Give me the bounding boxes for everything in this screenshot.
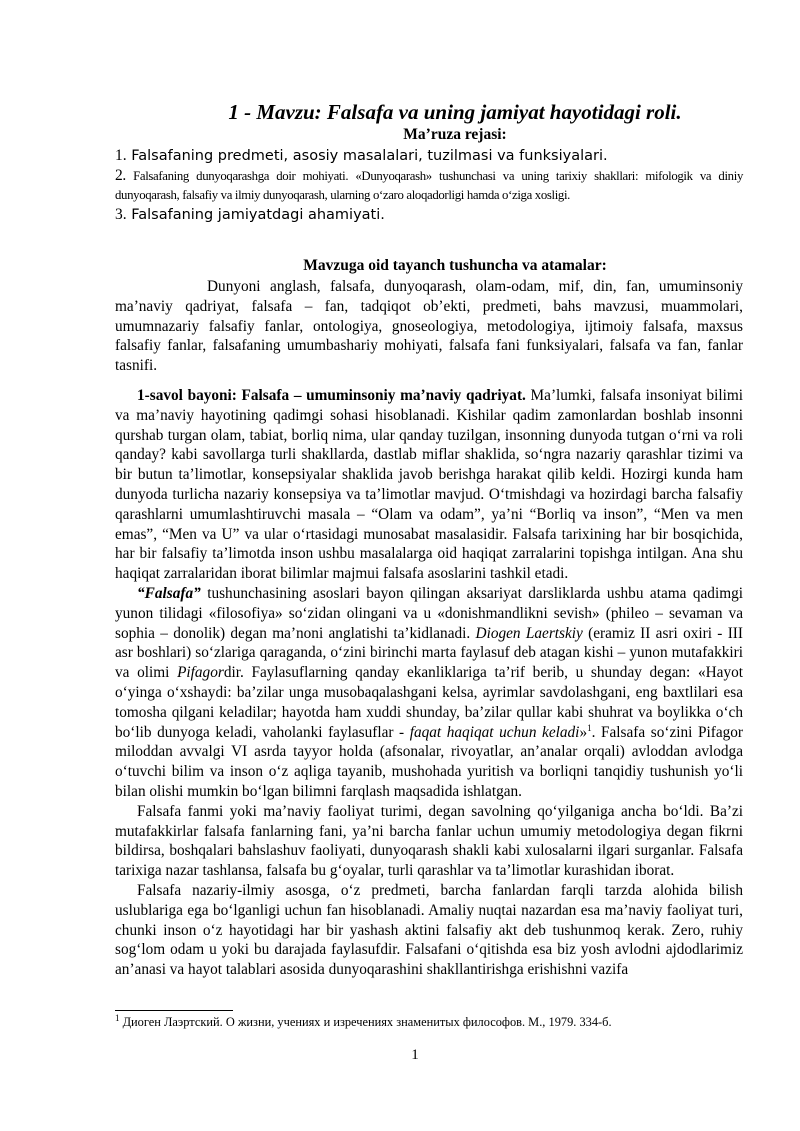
footnote-reference[interactable]: 1 [587, 722, 592, 733]
plan-item-3: 3. Falsafaning jamiyatdagi ahamiyati. [115, 206, 385, 223]
section-1-body [115, 386, 743, 980]
key-terms-text: Dunyoni anglash, falsafa, dunyoqarash, olam-odam, mif, din, fan, umuminsoniy ma’naviy qadriyat, falsafa – fan, tadqiqot ob’ekti, predmeti, bahs mavzusi, muammolari, umumnazariy falsafiy fanlar, ontologiya, gnoseologiya, metodologiya, ijtimoiy falsafa, maxsus falsafiy fanlar, falsafaning umumbashariy mohiyati, falsafa fani funksiyalari, falsafa va fan, fanlar tasnifi. [115, 278, 743, 375]
footnote-text: Диоген Лаэртский. О жизни, учениях и изречениях знаменитых философов. М., 1979. 334-б. [119, 1015, 612, 1029]
page-title: 1 - Mavzu: Falsafa va uning jamiyat hayotidagi roli. [228, 100, 682, 124]
paragraph-1: 1-savol bayoni: Falsafa – umuminsoniy ma’naviy qadriyat. Ma’lumki, falsafa insoniyat bilimi va ma’naviy hayotining qadimgi sohasi hisoblanadi. Kishilar qadim zamonlardan boshlab insonni qurshab turgan olam, tabiat, borliq nima, ular qanday tuzilgan, insonning dunyoda tutgan o‘rni va roli qanday? kabi savollarga turli shakllarda, dastlab miflar shaklida, so‘ngra nazariy qarashlar tizimi va bir butun ta’limotlar, konsepsiyalar shaklida javob berishga harakat qilib keldi. Hozirgi kunda ham dunyoda turlicha nazariy konsepsiya va ta’limotlar mavjud. O‘tmishdagi va hozirdagi barcha falsafiy qarashlarni umumlashtiruvchi masala – “Olam va odam”, ya’ni “Borliq va inson”, “Men va men emas”, “Men va U” va ular o‘rtasidagi munosabat masalasidir. Falsafa tarixining har bir bosqichida, har bir falsafiy ta’limotda inson ushbu masalalarga oid haqiqat zarralarini topishga intilgan. Ana shu haqiqat zarralaridan iborat bilimlar majmui falsafa asoslarini tashkil etadi. [115, 387, 743, 583]
lecture-plan-list [115, 146, 743, 225]
name-pifagor: Pifagor [177, 664, 224, 682]
term-falsafa: “Falsafa” [137, 584, 201, 602]
page-number: 1 [411, 1047, 419, 1063]
lecture-plan-heading: Ma’ruza rejasi: [403, 126, 507, 143]
key-terms-heading: Mavzuga oid tayanch tushuncha va atamalar: [303, 257, 607, 274]
footnote-divider [115, 1010, 233, 1011]
plan-item-1: 1. Falsafaning predmeti, asosiy masalalari, tuzilmasi va funksiyalari. [115, 147, 608, 164]
footnote [115, 1014, 743, 1030]
paragraph-4: Falsafa nazariy-ilmiy asosga, o‘z predmeti, barcha fanlardan farqli tarzda alohida bilish uslublariga ega bo‘lganligi uchun fan hisoblanadi. Amaliy nuqtai nazardan esa ma’naviy faoliyat turi, chunki inson o‘z hayotidagi har bir yashash aktini falsafiy akt deb tushunmoq kerak. Zero, ruhiy sog‘lom odam u yoki bu darajada faylasufdir. Falsafani o‘qitishda esa biz yosh avlodni ajdodlarimiz an’anasi va hayot talablari asosida dunyoqarashini shakllantirishga erishishni vazifa [115, 881, 743, 979]
section-1-heading: 1-savol bayoni: Falsafa – umuminsoniy ma’naviy qadriyat. [137, 387, 526, 404]
quote-emphasis: faqat haqiqat uchun keladi [409, 723, 580, 741]
paragraph-2: “Falsafa” tushunchasining asoslari bayon qilingan aksariyat darsliklarda ushbu atama qadimgi yunon tilidagi «filosofiya» so‘zidan olingani va u «donishmandlikni sevish» (phileo – sevaman va sophia – donolik) degan ma’noni anglatishi ta’kidlanadi. Diogen Laertskiy (eramiz II asri oxiri - III asr boshlari) so‘zlariga qaraganda, o‘zini birinchi marta faylasuf deb atagan kishi – yunon mutafakkiri va olimi Pifagordir. Faylasuflarning qanday ekanliklariga ta’rif berib, u shunday degan: «Hayot o‘yinga o‘xshaydi: ba’zilar unga musobaqalashgani kelsa, ayrimlar savdolashgani, eng baxtlilari esa tomosha qilgani keladilar; hayotda ham xuddi shunday, ba’zilar qullar kabi shuhrat va boylikka o‘ch bo‘lib dunyoga keladi, vaholanki faylasuflar - faqat haqiqat uchun keladi»$^1$. Falsafa so‘zini Pifagor miloddan avvalgi VI asrda tayyor holda (afsonalar, rivoyatlar, an’analar orqali) avloddan avlodga o‘tuvchi bilim va inson o‘z aqliga tayanib, mushohada yuritish va borliqni tanqidiy tushunish yo‘li bilan olishi mumkin bo‘lgan bilimni farqlash maqsadida ishlatgan. [115, 584, 744, 800]
footnote-mark: 1 [115, 1012, 120, 1023]
plan-item-2: 2. Falsafaning dunyoqarashga doir mohiyati. «Dunyoqarash» tushunchasi va uning tarixiy shakllari: mifologik va diniy dunyoqarash, falsafiy va ilmiy dunyoqarash, ularning o‘zaro aloqadorligi hamda o‘ziga xosligi. [115, 167, 743, 202]
name-diogen: Diogen Laertskiy [475, 624, 583, 642]
paragraph-3: Falsafa fanmi yoki ma’naviy faoliyat turimi, degan savolning qo‘yilganiga ancha bo‘ldi. Ba’zi mutafakkirlar falsafa fanlarning fani, ya’ni barcha fanlar uchun umumiy metodologiya degan fikrni bildirsa, boshqalari bahslashuv faoliyati, dunyoqarash shakli kabi xulosalarni ilgari surganlar. Falsafa tarixiga nazar tashlansa, falsafa bu g‘oyalar, turli qarashlar va ta’limotlar kurashidan iborat. [115, 802, 743, 880]
